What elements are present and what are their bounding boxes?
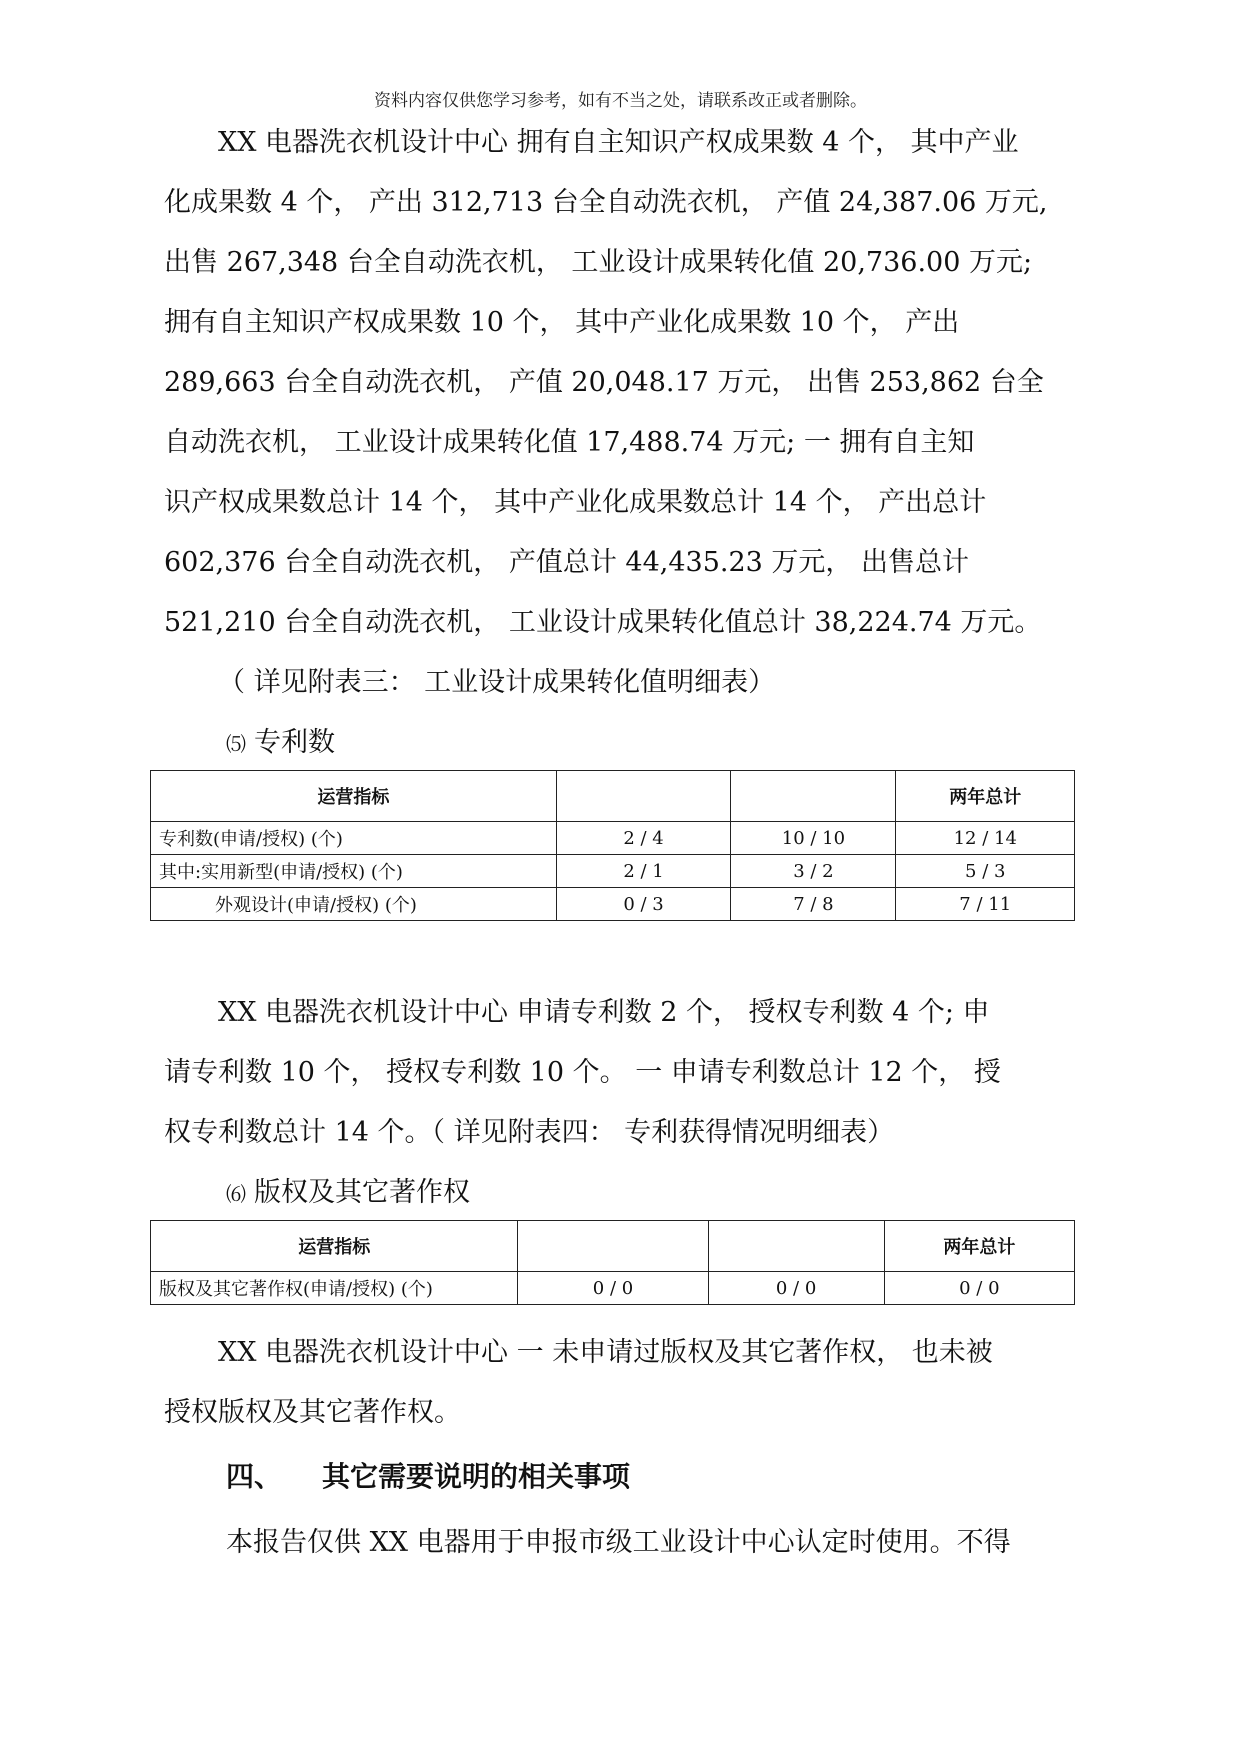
paragraph-line: 授权版权及其它著作权。	[164, 1397, 461, 1428]
table-header-cell: 运营指标	[151, 771, 557, 822]
section-5-heading	[226, 720, 335, 759]
table-cell: 0 / 0	[518, 1272, 708, 1305]
table-row	[151, 855, 1075, 888]
table-cell: 0 / 0	[884, 1272, 1074, 1305]
paragraph-line: 出售 267,348 台全自动洗衣机， 工业设计成果转化值 20,736.00 万元;	[164, 247, 1033, 278]
section-6-heading	[226, 1170, 470, 1209]
paragraph-line: 289,663 台全自动洗衣机， 产值 20,048.17 万元， 出售 253,862 台全	[164, 367, 1044, 398]
section-title: 其它需要说明的相关事项	[322, 1460, 631, 1493]
table-cell: 5 / 3	[896, 855, 1075, 888]
paragraph-line: 自动洗衣机， 工业设计成果转化值 17,488.74 万元; 一 拥有自主知	[164, 427, 975, 458]
table-header-cell	[556, 771, 731, 822]
paragraph-line: XX 电器洗衣机设计中心 拥有自主知识产权成果数 4 个， 其中产业	[218, 127, 1019, 158]
table-header-cell	[708, 1221, 884, 1272]
table-cell: 12 / 14	[896, 822, 1075, 855]
table-cell: 版权及其它著作权(申请/授权) (个)	[151, 1272, 518, 1305]
section-title: 版权及其它著作权	[254, 1177, 470, 1208]
table-cell: 其中:实用新型(申请/授权) (个)	[151, 855, 557, 888]
table-header-cell: 运营指标	[151, 1221, 518, 1272]
section-number: ⑸	[226, 732, 246, 756]
table-header-cell	[518, 1221, 708, 1272]
table-cell: 专利数(申请/授权) (个)	[151, 822, 557, 855]
section-number: 四、	[226, 1460, 283, 1493]
paragraph-line: 化成果数 4 个， 产出 312,713 台全自动洗衣机， 产值 24,387.06 万元,	[164, 187, 1048, 218]
paragraph-line: 请专利数 10 个， 授权专利数 10 个。 一 申请专利数总计 12 个， 授	[164, 1057, 1001, 1088]
section-title: 专利数	[254, 727, 335, 758]
table-header-row	[151, 771, 1075, 822]
table-cell: 2 / 4	[556, 822, 731, 855]
table-cell: 3 / 2	[731, 855, 896, 888]
table-cell: 0 / 3	[556, 888, 731, 921]
table-row	[151, 822, 1075, 855]
paragraph-line: 本报告仅供 XX 电器用于申报市级工业设计中心认定时使用。不得	[226, 1527, 1011, 1558]
section-4-heading	[226, 1455, 630, 1495]
paragraph-line: 识产权成果数总计 14 个， 其中产业化成果数总计 14 个， 产出总计	[164, 487, 987, 518]
paragraph-line: 拥有自主知识产权成果数 10 个， 其中产业化成果数 10 个， 产出	[164, 307, 960, 338]
appendix3-note: （ 详见附表三： 工业设计成果转化值明细表）	[218, 667, 776, 698]
section-number: ⑹	[226, 1182, 246, 1206]
paragraph-line: 521,210 台全自动洗衣机， 工业设计成果转化值总计 38,224.74 万元。	[164, 607, 1042, 638]
paragraph-line: XX 电器洗衣机设计中心 申请专利数 2 个， 授权专利数 4 个; 申	[218, 997, 990, 1028]
patent-table	[150, 770, 1075, 921]
table-cell: 7 / 11	[896, 888, 1075, 921]
table-row	[151, 888, 1075, 921]
copyright-table	[150, 1220, 1075, 1305]
paragraph-line: 权专利数总计 14 个。（ 详见附表四： 专利获得情况明细表）	[164, 1117, 895, 1148]
table-header-cell: 两年总计	[896, 771, 1075, 822]
table-header-cell: 两年总计	[884, 1221, 1074, 1272]
table-cell: 0 / 0	[708, 1272, 884, 1305]
table-header-row	[151, 1221, 1075, 1272]
table-cell: 外观设计(申请/授权) (个)	[151, 888, 557, 921]
table-cell: 7 / 8	[731, 888, 896, 921]
table-cell: 10 / 10	[731, 822, 896, 855]
header-note: 资料内容仅供您学习参考，如有不当之处，请联系改正或者删除。	[374, 91, 867, 111]
table-cell: 2 / 1	[556, 855, 731, 888]
table-row	[151, 1272, 1075, 1305]
table-header-cell	[731, 771, 896, 822]
paragraph-line: XX 电器洗衣机设计中心 一 未申请过版权及其它著作权， 也未被	[218, 1337, 993, 1368]
paragraph-line: 602,376 台全自动洗衣机， 产值总计 44,435.23 万元， 出售总计	[164, 547, 969, 578]
